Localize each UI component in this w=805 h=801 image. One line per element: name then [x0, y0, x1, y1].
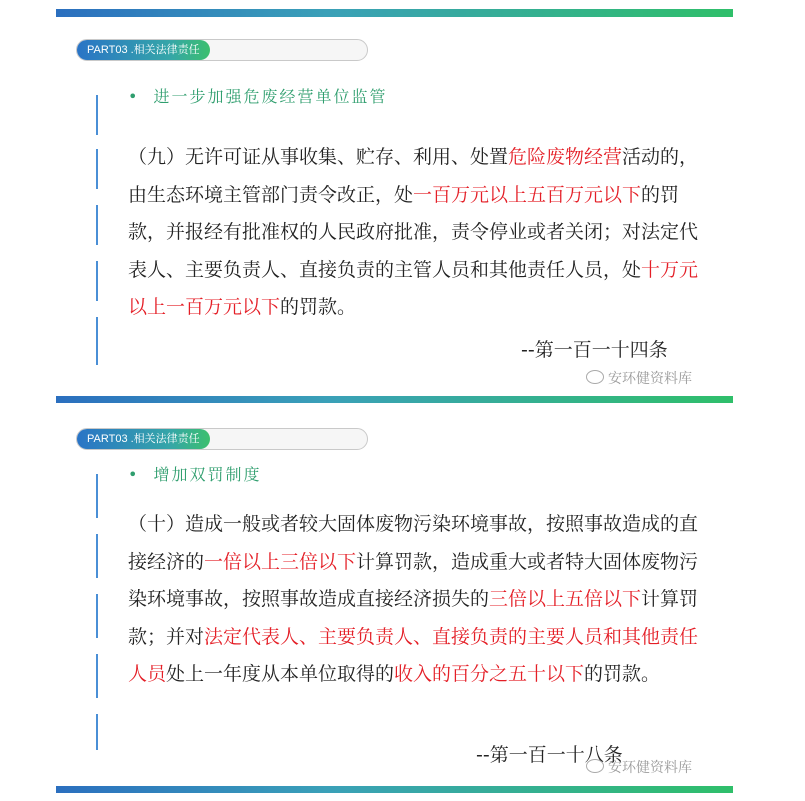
slide-1-side-line	[96, 317, 98, 365]
highlight-text: 一百万元以上五百万元以下	[413, 183, 642, 206]
slide-2-section-tag: PART03 .相关法律责任	[77, 429, 210, 449]
slide-1-article-ref: --第一百一十四条	[521, 339, 668, 361]
slide-1-side-line	[96, 149, 98, 189]
highlight-text: 危险废物经营	[508, 146, 623, 168]
highlight-text: 一倍以上三倍以下	[204, 550, 357, 573]
body-text: （九）无许可证从事收集、贮存、利用、处置	[128, 146, 509, 168]
slide-2-side-line	[96, 654, 98, 698]
highlight-text: 收入的百分之五十以下	[394, 663, 585, 685]
wechat-icon	[586, 370, 604, 384]
slide-2-paragraph	[128, 506, 708, 694]
highlight-text: 三倍以上五倍以下	[489, 588, 642, 610]
body-text: 的罚款。	[584, 663, 661, 685]
slide-1-section-tag: PART03 .相关法律责任	[77, 40, 210, 60]
slide-1-paragraph	[128, 139, 708, 327]
slide-1-watermark: 安环健资料库	[586, 368, 692, 388]
slide-1-side-line	[96, 261, 98, 301]
slide-2-side-line	[96, 474, 98, 518]
bullet-dot-icon: •	[128, 87, 140, 106]
body-text: 处上一年度从本单位取得的	[166, 663, 395, 685]
slide-1-top-bar	[56, 9, 733, 17]
slide-2-tag-frame	[76, 428, 368, 450]
slide-2	[56, 410, 733, 782]
slide-2-side-line	[96, 594, 98, 638]
slide-1-tag-frame	[76, 39, 368, 61]
wechat-icon	[586, 759, 604, 773]
body-text: 计算罚款；并对	[128, 588, 699, 648]
slide-2-side-line	[96, 714, 98, 750]
slide-1-side-line	[96, 95, 98, 135]
highlight-text: 法定代表人、主要负责人、直接负责的主要人员和其他责任人员	[128, 625, 699, 685]
body-text: 的罚款。	[280, 296, 357, 318]
body-text: 的罚款，并报经有批准权的人民政府批准，责令停业或者关闭；对法定代表人、主要负责人、直接负责的主管人员和其他责任人员，处	[128, 183, 699, 281]
slide-divider-bar	[56, 396, 733, 403]
slide-2-article-ref: --第一百一十八条	[476, 744, 623, 766]
body-text: 活动的，由生态环境主管部门责令改正，处	[128, 146, 699, 206]
slide-1	[56, 9, 733, 396]
highlight-text: 十万元以上一百万元以下	[128, 258, 699, 318]
bottom-bar	[56, 786, 733, 793]
slide-1-side-line	[96, 205, 98, 245]
slide-2-heading: • 增加双罚制度	[128, 465, 262, 484]
slide-2-watermark: 安环健资料库	[586, 757, 692, 777]
body-text: （十）造成一般或者较大固体废物污染环境事故，按照事故造成的直接经济的	[128, 513, 699, 573]
body-text: 计算罚款，造成重大或者特大固体废物污染环境事故，按照事故造成直接经济损失的	[128, 550, 699, 610]
bullet-dot-icon: •	[128, 465, 140, 484]
slide-2-side-line	[96, 534, 98, 578]
slide-1-heading: • 进一步加强危废经营单位监管	[128, 87, 388, 106]
